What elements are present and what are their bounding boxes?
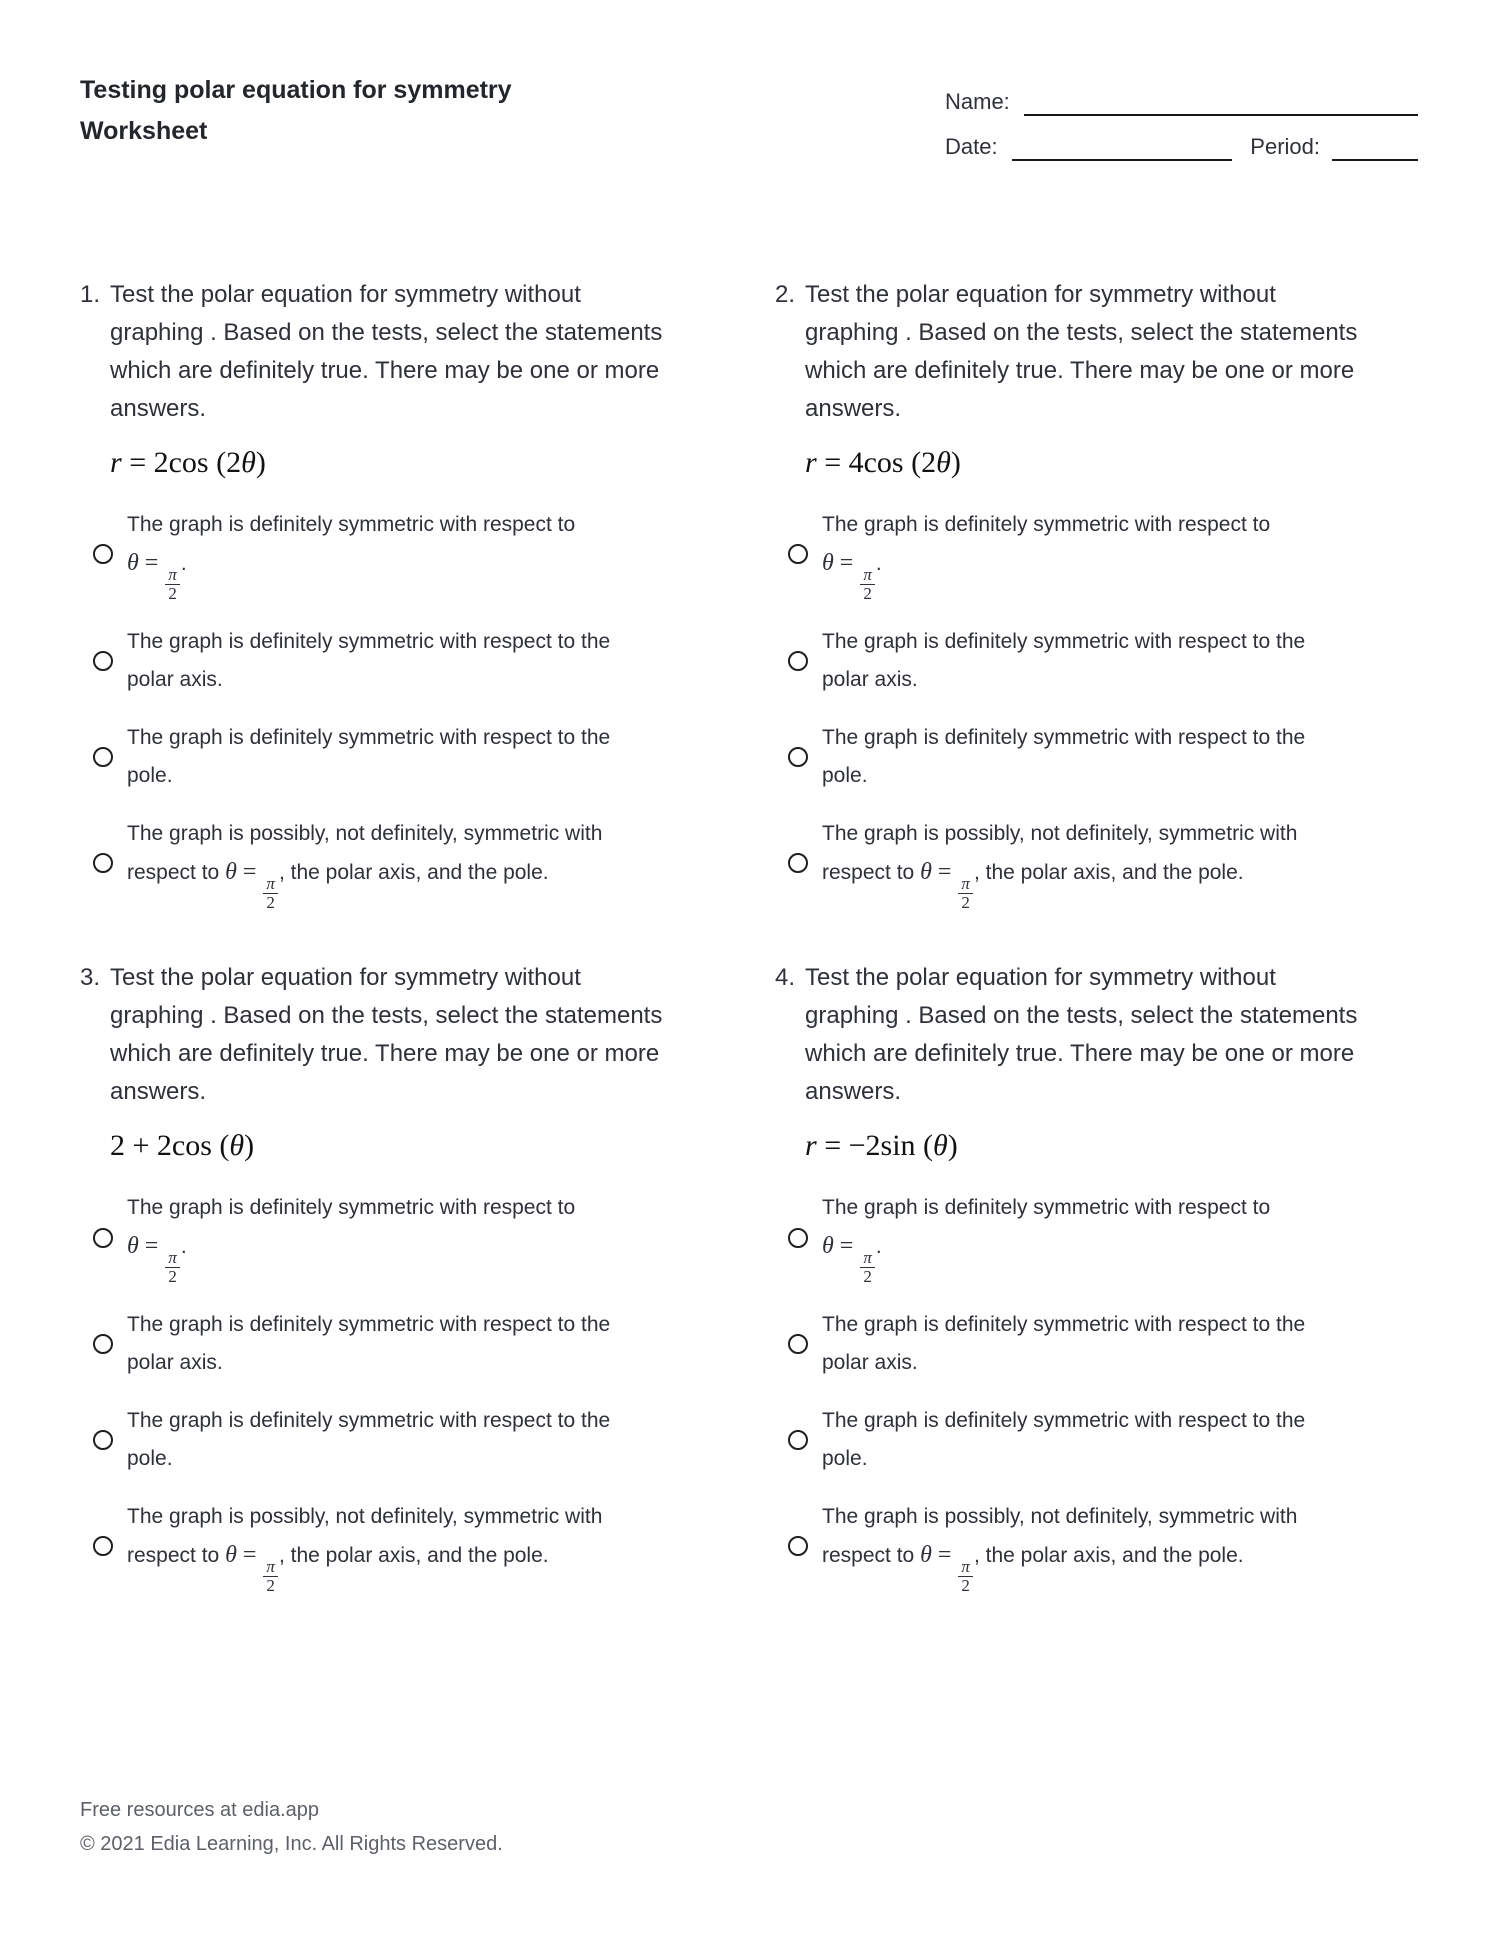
math-text: = <box>833 550 860 576</box>
text-segment: The graph is definitely symmetric with respect to the polar axis. <box>127 1313 611 1375</box>
math-text: ) <box>244 1129 255 1163</box>
problem-prompt-text: Test the polar equation for symmetry without graphing . Based on the tests, select the statements which are definitely true. There may be one or more answers. <box>110 964 663 1106</box>
option-text <box>822 506 1327 603</box>
problem-4 <box>775 959 1395 1594</box>
radio-button[interactable] <box>93 651 113 671</box>
problem-equation <box>805 440 1395 486</box>
radio-button[interactable] <box>788 544 808 564</box>
math-text: ) <box>947 1129 958 1163</box>
problem-number: 1. <box>80 281 101 308</box>
option-row-2 <box>93 623 700 699</box>
math-variable: θ <box>822 550 834 576</box>
text-segment: The graph is possibly, not definitely, symmetric with respect to <box>127 1505 603 1568</box>
option-text <box>822 815 1327 912</box>
options-list <box>788 506 1395 911</box>
math-text: 2 + 2cos ( <box>110 1129 230 1163</box>
footer-resources-text: Free resources at edia.app <box>80 1799 320 1821</box>
math-text: = −2sin ( <box>816 1129 934 1163</box>
text-segment: The graph is definitely symmetric with respect to the polar axis. <box>822 1313 1306 1375</box>
fraction-denominator: 2 <box>263 1576 278 1595</box>
option-text <box>822 719 1327 795</box>
fraction <box>958 1558 973 1595</box>
text-segment: , the polar axis, and the pole. <box>278 1544 549 1568</box>
text-segment: , the polar axis, and the pole. <box>973 1544 1244 1568</box>
math-variable: θ <box>241 446 256 479</box>
problem-equation <box>110 1123 700 1169</box>
option-row-3 <box>788 1402 1395 1478</box>
math-variable: θ <box>127 550 139 576</box>
text-segment: The graph is definitely symmetric with respect to <box>822 1196 1271 1220</box>
options-list <box>788 1189 1395 1594</box>
math-variable: θ <box>920 1542 932 1569</box>
period-fill-line <box>1332 133 1418 161</box>
header-fields <box>945 88 1418 161</box>
text-segment: The graph is definitely symmetric with respect to the pole. <box>127 1409 611 1471</box>
radio-button[interactable] <box>93 747 113 767</box>
problem-prompt <box>775 959 1395 1111</box>
radio-button[interactable] <box>93 853 113 873</box>
option-text <box>127 1189 632 1286</box>
option-row-4 <box>788 815 1395 912</box>
problem-prompt <box>775 276 1395 428</box>
text-segment: , the polar axis, and the pole. <box>278 860 549 884</box>
fraction <box>165 566 180 603</box>
problems-grid <box>80 276 1395 1595</box>
fraction <box>263 1558 278 1595</box>
option-text <box>822 1402 1327 1478</box>
option-text <box>822 1498 1327 1595</box>
text-segment: . <box>875 1235 882 1259</box>
option-text <box>822 1306 1327 1382</box>
text-segment: The graph is definitely symmetric with respect to the pole. <box>822 725 1306 787</box>
option-row-3 <box>788 719 1395 795</box>
option-text <box>127 719 632 795</box>
option-row-3 <box>93 1402 700 1478</box>
math-variable: θ <box>920 858 932 885</box>
problem-2 <box>775 276 1395 911</box>
radio-button[interactable] <box>93 1430 113 1450</box>
fraction-numerator: π <box>266 873 275 893</box>
problem-1 <box>80 276 700 911</box>
name-label: Name: <box>945 89 1010 114</box>
math-text: ) <box>255 446 266 479</box>
problem-number: 4. <box>775 964 796 992</box>
problem-equation <box>110 440 700 486</box>
fraction <box>958 875 973 912</box>
fraction-numerator: π <box>266 1557 275 1577</box>
math-variable: θ <box>936 446 951 479</box>
radio-button[interactable] <box>788 1334 808 1354</box>
problem-prompt <box>80 959 700 1111</box>
option-row-1 <box>788 1189 1395 1286</box>
fraction-numerator: π <box>863 565 872 584</box>
math-text: = <box>931 858 958 885</box>
date-period-field-row <box>945 133 1418 161</box>
math-text: = 4cos (2 <box>816 446 937 479</box>
radio-button[interactable] <box>93 1334 113 1354</box>
radio-button[interactable] <box>93 544 113 564</box>
radio-button[interactable] <box>788 1536 808 1556</box>
text-segment: . <box>180 1235 187 1259</box>
option-text <box>822 1189 1327 1286</box>
option-row-4 <box>788 1498 1395 1595</box>
date-fill-line <box>1012 133 1233 161</box>
text-segment: The graph is definitely symmetric with respect to the polar axis. <box>822 629 1306 691</box>
worksheet-title-line-2: Worksheet <box>80 117 208 145</box>
text-segment: . <box>180 552 187 575</box>
problem-prompt-text: Test the polar equation for symmetry without graphing . Based on the tests, select the statements which are definitely true. There may be one or more answers. <box>110 281 663 422</box>
text-segment: The graph is possibly, not definitely, symmetric with respect to <box>822 1505 1298 1568</box>
math-text: = 2cos (2 <box>121 446 242 479</box>
radio-button[interactable] <box>788 1228 808 1248</box>
text-segment: The graph is definitely symmetric with respect to the polar axis. <box>127 629 611 691</box>
radio-button[interactable] <box>788 1430 808 1450</box>
option-row-1 <box>93 1189 700 1286</box>
date-label: Date: <box>945 134 998 159</box>
option-text <box>127 815 632 912</box>
fraction <box>263 875 278 912</box>
fraction <box>165 1249 180 1286</box>
fraction-denominator: 2 <box>165 584 180 603</box>
option-row-3 <box>93 719 700 795</box>
footer-copyright-text: © 2021 Edia Learning, Inc. All Rights Reserved. <box>80 1833 503 1855</box>
worksheet-title-line-1: Testing polar equation for symmetry <box>80 76 512 104</box>
option-text <box>127 506 632 603</box>
fraction-denominator: 2 <box>860 584 875 603</box>
text-segment: The graph is definitely symmetric with respect to <box>127 1196 576 1220</box>
options-list <box>93 506 700 911</box>
math-text: = <box>236 858 263 885</box>
math-variable: θ <box>225 858 237 885</box>
problem-number: 3. <box>80 964 101 992</box>
option-row-2 <box>788 623 1395 699</box>
option-row-1 <box>788 506 1395 603</box>
options-list <box>93 1189 700 1594</box>
fraction-denominator: 2 <box>263 893 278 912</box>
radio-button[interactable] <box>788 853 808 873</box>
period-label: Period: <box>1250 134 1320 159</box>
problem-prompt-text: Test the polar equation for symmetry without graphing . Based on the tests, select the statements which are definitely true. There may be one or more answers. <box>805 964 1358 1106</box>
radio-button[interactable] <box>93 1536 113 1556</box>
fraction-numerator: π <box>168 565 177 584</box>
math-variable: r <box>110 446 122 479</box>
math-text: = <box>138 550 165 576</box>
fraction-numerator: π <box>961 873 970 893</box>
problem-prompt-text: Test the polar equation for symmetry without graphing . Based on the tests, select the statements which are definitely true. There may be one or more answers. <box>805 281 1358 422</box>
radio-button[interactable] <box>93 1228 113 1248</box>
math-variable: θ <box>225 1542 237 1569</box>
option-text <box>127 1498 632 1595</box>
option-text <box>127 1402 632 1478</box>
problem-equation <box>805 1123 1395 1169</box>
text-segment: The graph is definitely symmetric with respect to <box>822 513 1271 536</box>
radio-button[interactable] <box>788 651 808 671</box>
math-variable: θ <box>127 1233 139 1260</box>
option-text <box>127 1306 632 1382</box>
option-row-2 <box>93 1306 700 1382</box>
fraction-denominator: 2 <box>958 893 973 912</box>
math-text: = <box>931 1542 958 1569</box>
fraction-denominator: 2 <box>165 1267 180 1286</box>
text-segment: The graph is definitely symmetric with respect to the pole. <box>822 1409 1306 1471</box>
fraction-denominator: 2 <box>958 1576 973 1595</box>
math-text: = <box>236 1542 263 1569</box>
name-field-row <box>945 88 1418 116</box>
problem-3 <box>80 959 700 1594</box>
fraction <box>860 1249 875 1286</box>
problem-number: 2. <box>775 281 796 308</box>
text-segment: The graph is definitely symmetric with respect to the pole. <box>127 725 611 787</box>
math-variable: r <box>805 1129 817 1163</box>
option-text <box>127 623 632 699</box>
math-text: = <box>138 1233 165 1260</box>
math-variable: θ <box>822 1233 834 1260</box>
fraction-numerator: π <box>863 1248 872 1268</box>
fraction-denominator: 2 <box>860 1267 875 1286</box>
math-text: = <box>833 1233 860 1260</box>
text-segment: The graph is possibly, not definitely, symmetric with respect to <box>127 821 603 884</box>
worksheet-title <box>80 70 512 152</box>
option-text <box>822 623 1327 699</box>
fraction-numerator: π <box>961 1557 970 1577</box>
page-footer <box>80 1793 503 1861</box>
fraction <box>860 566 875 603</box>
option-row-4 <box>93 815 700 912</box>
math-text: ) <box>950 446 961 479</box>
math-variable: r <box>805 446 817 479</box>
math-variable: θ <box>933 1129 948 1163</box>
text-segment: , the polar axis, and the pole. <box>973 860 1244 884</box>
math-variable: θ <box>229 1129 245 1163</box>
option-row-4 <box>93 1498 700 1595</box>
text-segment: The graph is possibly, not definitely, symmetric with respect to <box>822 821 1298 884</box>
problem-prompt <box>80 276 700 428</box>
radio-button[interactable] <box>788 747 808 767</box>
option-row-1 <box>93 506 700 603</box>
fraction-numerator: π <box>168 1248 177 1268</box>
text-segment: The graph is definitely symmetric with respect to <box>127 513 576 536</box>
option-row-2 <box>788 1306 1395 1382</box>
text-segment: . <box>875 552 882 575</box>
name-fill-line <box>1024 88 1418 116</box>
